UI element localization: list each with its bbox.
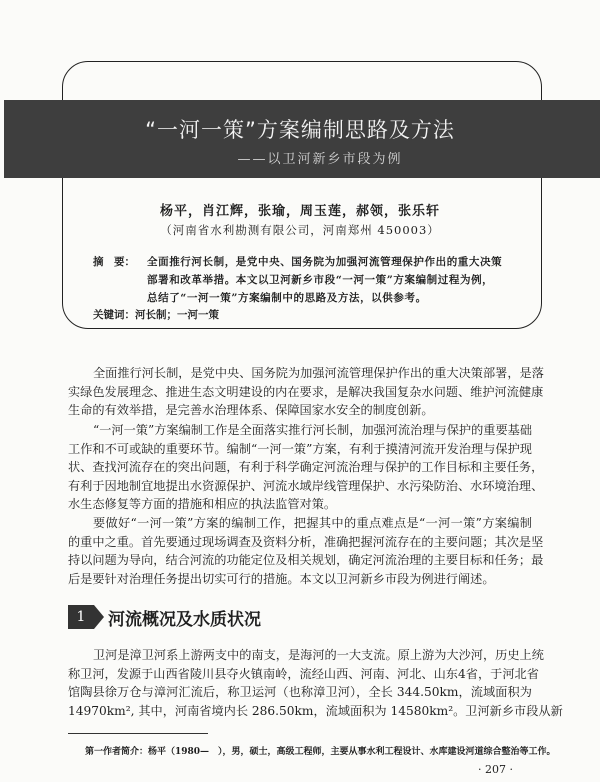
paper-title: “一河一策”方案编制思路及方法: [145, 118, 455, 142]
text-line: 后是要针对治理任务提出切实可行的措施。本文以卫河新乡市段为例进行阐述。: [68, 571, 495, 586]
text-line: 实绿色发展理念、推进生态文明建设的内在要求，是解决我国复杂水问题、维护河流健康: [68, 384, 544, 399]
abstract-line: 全面推行河长制，是党中央、国务院为加强河流管理保护作出的重大决策: [147, 256, 503, 268]
abstract-line: 总结了“一河一策”方案编制中的思路及方法，以供参考。: [147, 292, 427, 304]
paper-subtitle: ——以卫河新乡市段为例: [237, 152, 403, 167]
section-number: 1: [68, 605, 94, 629]
text-line: 馆陶县徐万仓与漳河汇流后，称卫运河（也称漳卫河），全长 344.50km，流域面积为: [68, 685, 532, 700]
authors: 杨平，肖江辉，张瑜，周玉莲，郝领，张乐轩: [159, 204, 440, 219]
text-line: “一河一策”方案编制工作是全面落实推行河长制，加强河流治理与保护的重要基础: [93, 423, 533, 437]
footnote: 第一作者简介：杨平（1980— ），男，硕士，高级工程师，主要从事水利工程设计、水库建设河道综合整治等工作。: [85, 747, 556, 757]
text-line: 要做好“一河一策”方案的编制工作，把握其中的重点难点是“一河一策”方案编制: [93, 516, 532, 530]
text-line: 生命的有效举措，是完善水治理体系、保障国家水安全的制度创新。: [68, 403, 434, 418]
text-line: 称卫河，发源于山西省陵川县夺火镇南岭，流经山西、河南、河北、山东4省，于河北省: [68, 666, 539, 681]
text-line: 卫河是漳卫河系上游两支中的南支，是海河的一大支流。原上游为大沙河，历史上统: [93, 648, 544, 662]
intro-paragraph: [68, 364, 544, 420]
page-number: · 207 ·: [478, 763, 513, 776]
text-line: 状、查找河流存在的突出问题，有利于科学确定河流治理与保护的工作目标和主要任务，: [68, 460, 544, 475]
intro-paragraph: [68, 514, 544, 588]
section-heading: [68, 605, 261, 629]
keywords-label: 关键词：: [93, 309, 135, 321]
text-line: 持以问题为导向，结合河流的功能定位及相关规划，确定河流治理的主要目标和任务；最: [68, 553, 544, 568]
text-line: 有利于因地制宜地提出水资源保护、河流水域岸线管理保护、水污染防治、水环境治理、: [68, 478, 544, 493]
text-line: 14970km², 其中，河南省境内长 286.50km，流域面积为 14580km²。卫河新乡市段从新: [68, 703, 563, 718]
abstract: [93, 253, 533, 307]
abstract-label: 摘 要：: [93, 256, 135, 268]
keywords: [93, 307, 219, 322]
text-line: 全面推行河长制，是党中央、国务院为加强河流管理保护作出的重大决策部署，是落: [93, 366, 544, 380]
text-line: 的重中之重。首先要通过现场调查及资料分析，准确把握河流存在的主要问题；其次是坚: [68, 534, 544, 549]
text-line: 工作和不可或缺的重要环节。编制“一河一策”方案，有利于摸清河流开发治理与保护现: [68, 441, 532, 456]
affiliation: （河南省水利勘测有限公司，河南郑州 450003）: [160, 223, 440, 237]
intro-paragraph: [68, 421, 544, 514]
keywords-value: 河长制；一河一策: [135, 309, 219, 321]
footnote-divider: [68, 733, 208, 734]
section-title: 河流概况及水质状况: [108, 609, 261, 630]
abstract-line: 部署和改革举措。本文以卫河新乡市段“一河一策”方案编制过程为例，: [147, 274, 494, 286]
section-paragraph: [68, 646, 563, 720]
text-line: 水生态修复等方面的措施和相应的执法监管对策。: [68, 497, 337, 512]
